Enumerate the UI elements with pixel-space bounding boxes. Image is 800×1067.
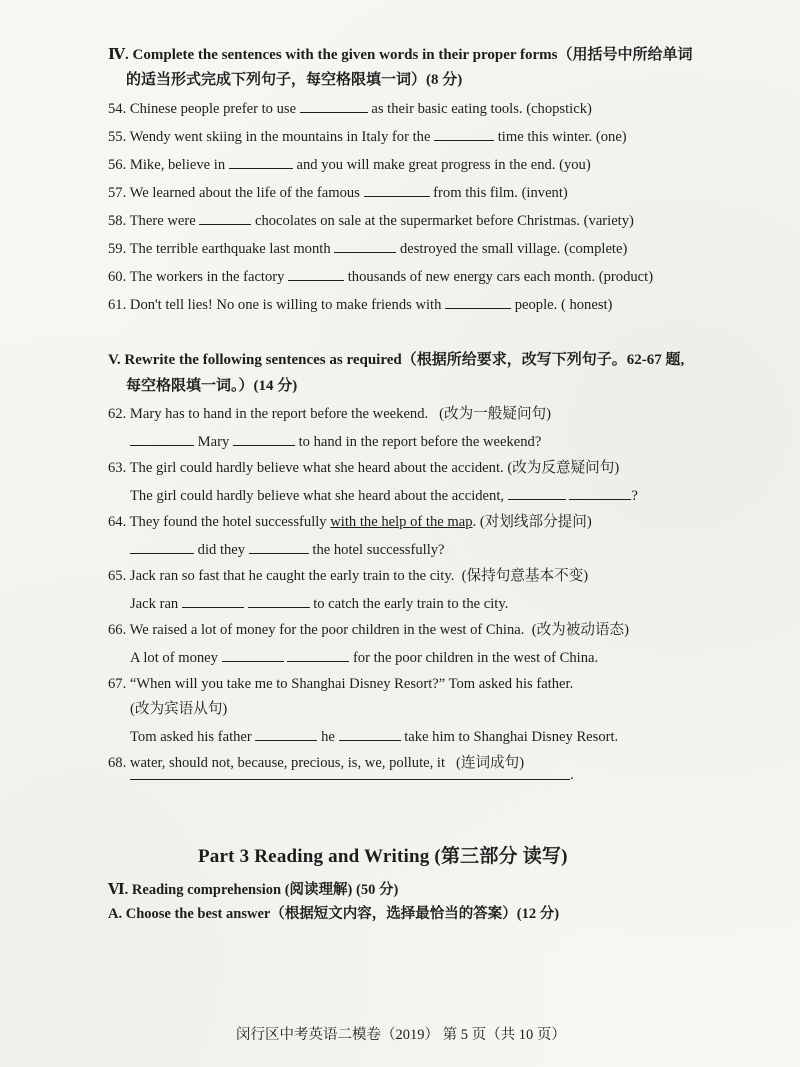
answer-blank[interactable] xyxy=(339,727,401,741)
question-62 xyxy=(108,405,551,423)
question-text: We learned about the life of the famous xyxy=(129,185,360,201)
question-text: as their basic eating tools. xyxy=(371,101,523,117)
question-64: 64. They found the hotel successfully with the help of the map. (对划线部分提问) xyxy=(108,514,592,530)
question-number: 64. xyxy=(108,514,127,530)
answer-67 xyxy=(130,727,618,746)
answer-blank[interactable] xyxy=(508,486,566,500)
question-number: 62. xyxy=(108,406,127,422)
question-number: 65. xyxy=(108,568,127,584)
answer-text: Mary xyxy=(197,434,230,450)
answer-66 xyxy=(130,648,598,667)
answer-text: ? xyxy=(631,488,638,504)
answer-text: to catch the early train to the city. xyxy=(313,596,509,612)
question-63 xyxy=(108,459,619,477)
question-text: We raised a lot of money for the poor children in the west of China. xyxy=(129,622,525,638)
question-text: from this film. xyxy=(433,185,518,201)
question-number: 66. xyxy=(108,622,127,638)
word-hint: (you) xyxy=(559,157,591,173)
question-text: time this winter. xyxy=(497,129,593,145)
question-66 xyxy=(108,621,629,639)
section6-subsection-a: A. Choose the best answer（根据短文内容，选择最恰当的答案）(12 分) xyxy=(108,906,560,922)
question-text: chocolates on sale at the supermarket before Christmas. xyxy=(254,213,580,229)
question-67 xyxy=(108,675,573,693)
answer-blank[interactable] xyxy=(434,127,494,141)
page-footer: 闵行区中考英语二模卷（2019） 第 5 页（共 10 页） xyxy=(236,1027,566,1043)
question-55 xyxy=(108,127,627,146)
question-56 xyxy=(108,155,591,174)
question-68 xyxy=(108,754,524,772)
answer-blank[interactable] xyxy=(288,267,344,281)
question-60 xyxy=(108,267,653,286)
answer-blank[interactable] xyxy=(199,211,251,225)
answer-68-period: . xyxy=(570,767,574,783)
question-57 xyxy=(108,183,568,202)
answer-blank[interactable] xyxy=(249,540,309,554)
answer-blank[interactable] xyxy=(130,540,194,554)
answer-blank[interactable] xyxy=(222,648,284,662)
question-number: 61. xyxy=(108,297,127,313)
question-number: 63. xyxy=(108,460,127,476)
question-text: They found the hotel successfully xyxy=(129,514,327,530)
answer-text: Tom asked his father xyxy=(130,729,252,745)
section6-title: Ⅵ. Reading comprehension (阅读理解) (50 分) xyxy=(108,882,399,898)
question-text: people. xyxy=(514,297,558,313)
word-hint: (one) xyxy=(595,129,627,145)
question-59 xyxy=(108,239,627,258)
question-text: Mary has to hand in the report before the weekend. xyxy=(129,406,429,422)
question-58 xyxy=(108,211,634,230)
question-number: 59. xyxy=(108,241,127,257)
bleed-through-text xyxy=(520,78,523,94)
answer-text: take him to Shanghai Disney Resort. xyxy=(404,729,619,745)
word-hint: (invent) xyxy=(521,185,568,201)
question-text: destroyed the small village. xyxy=(399,241,561,257)
answer-blank[interactable] xyxy=(255,727,317,741)
answer-text: did they xyxy=(197,542,246,558)
requirement: (连词成句) xyxy=(456,755,525,771)
question-text: water, should not, because, precious, is, we, pollute, it xyxy=(129,755,446,771)
requirement: (保持句意基本不变) xyxy=(461,568,589,584)
question-text: The terrible earthquake last month xyxy=(129,241,331,257)
answer-blank[interactable] xyxy=(287,648,349,662)
answer-blank[interactable] xyxy=(248,594,310,608)
answer-text: to hand in the report before the weekend? xyxy=(298,434,542,450)
requirement-67: (改为宾语从句) xyxy=(130,701,228,717)
question-number: 68. xyxy=(108,755,127,771)
word-hint: (variety) xyxy=(583,213,634,229)
word-hint: (complete) xyxy=(564,241,628,257)
question-text: Mike, believe in xyxy=(129,157,226,173)
question-text: Jack ran so fast that he caught the early train to the city. xyxy=(129,568,455,584)
question-number: 55. xyxy=(108,129,127,145)
answer-blank[interactable] xyxy=(130,432,194,446)
question-65 xyxy=(108,567,588,585)
question-text: Wendy went skiing in the mountains in Italy for the xyxy=(129,129,431,145)
question-text: and you will make great progress in the end. xyxy=(296,157,556,173)
word-hint: (chopstick) xyxy=(526,101,592,117)
section5-title-line2: 每空格限填一词。）(14 分) xyxy=(126,378,298,394)
question-text: The workers in the factory xyxy=(129,269,285,285)
answer-64 xyxy=(130,540,445,559)
underlined-part: with the help of the map xyxy=(330,514,473,530)
requirement: (对划线部分提问) xyxy=(479,514,592,530)
answer-blank[interactable] xyxy=(569,486,631,500)
question-text: There were xyxy=(129,213,196,229)
requirement: (改为反意疑问句) xyxy=(507,460,620,476)
question-text: The girl could hardly believe what she heard about the accident. xyxy=(129,460,504,476)
question-54 xyxy=(108,99,592,118)
question-number: 57. xyxy=(108,185,127,201)
answer-65 xyxy=(130,594,508,613)
answer-text: for the poor children in the west of China. xyxy=(352,650,599,666)
answer-text: Jack ran xyxy=(130,596,179,612)
question-number: 60. xyxy=(108,269,127,285)
answer-blank[interactable] xyxy=(233,432,295,446)
answer-line-68[interactable] xyxy=(130,779,570,780)
section5-title-line1: V. Rewrite the following sentences as required（根据所给要求，改写下列句子。62-67 题, xyxy=(108,352,685,368)
answer-blank[interactable] xyxy=(300,99,368,113)
section4-title-line1: Ⅳ. Complete the sentences with the given words in their proper forms（用括号中所给单词 xyxy=(108,47,693,63)
question-number: 58. xyxy=(108,213,127,229)
question-text: Don't tell lies! No one is willing to make friends with xyxy=(129,297,442,313)
requirement: (改为一般疑问句) xyxy=(439,406,552,422)
answer-text: he xyxy=(321,729,335,745)
requirement: (改为被动语态) xyxy=(531,622,630,638)
question-text: thousands of new energy cars each month. xyxy=(347,269,596,285)
question-number: 54. xyxy=(108,101,127,117)
word-hint: (product) xyxy=(598,269,654,285)
answer-text: the hotel successfully? xyxy=(312,542,445,558)
answer-63 xyxy=(130,486,638,505)
answer-blank[interactable] xyxy=(445,295,511,309)
answer-text: The girl could hardly believe what she heard about the accident, xyxy=(130,488,505,504)
answer-blank[interactable] xyxy=(334,239,396,253)
answer-blank[interactable] xyxy=(182,594,244,608)
answer-text: A lot of money xyxy=(130,650,218,666)
question-number: 67. xyxy=(108,676,127,692)
answer-blank[interactable] xyxy=(364,183,430,197)
section4-title-line2: 的适当形式完成下列句子，每空格限填一词）(8 分) xyxy=(126,72,463,88)
part3-title: Part 3 Reading and Writing (第三部分 读写) xyxy=(198,846,568,867)
question-61 xyxy=(108,295,612,314)
question-number: 56. xyxy=(108,157,127,173)
word-hint: ( honest) xyxy=(560,297,613,313)
question-text: Chinese people prefer to use xyxy=(129,101,297,117)
answer-blank[interactable] xyxy=(229,155,293,169)
answer-62 xyxy=(130,432,541,451)
question-text: “When will you take me to Shanghai Disney Resort?” Tom asked his father. xyxy=(129,676,574,692)
